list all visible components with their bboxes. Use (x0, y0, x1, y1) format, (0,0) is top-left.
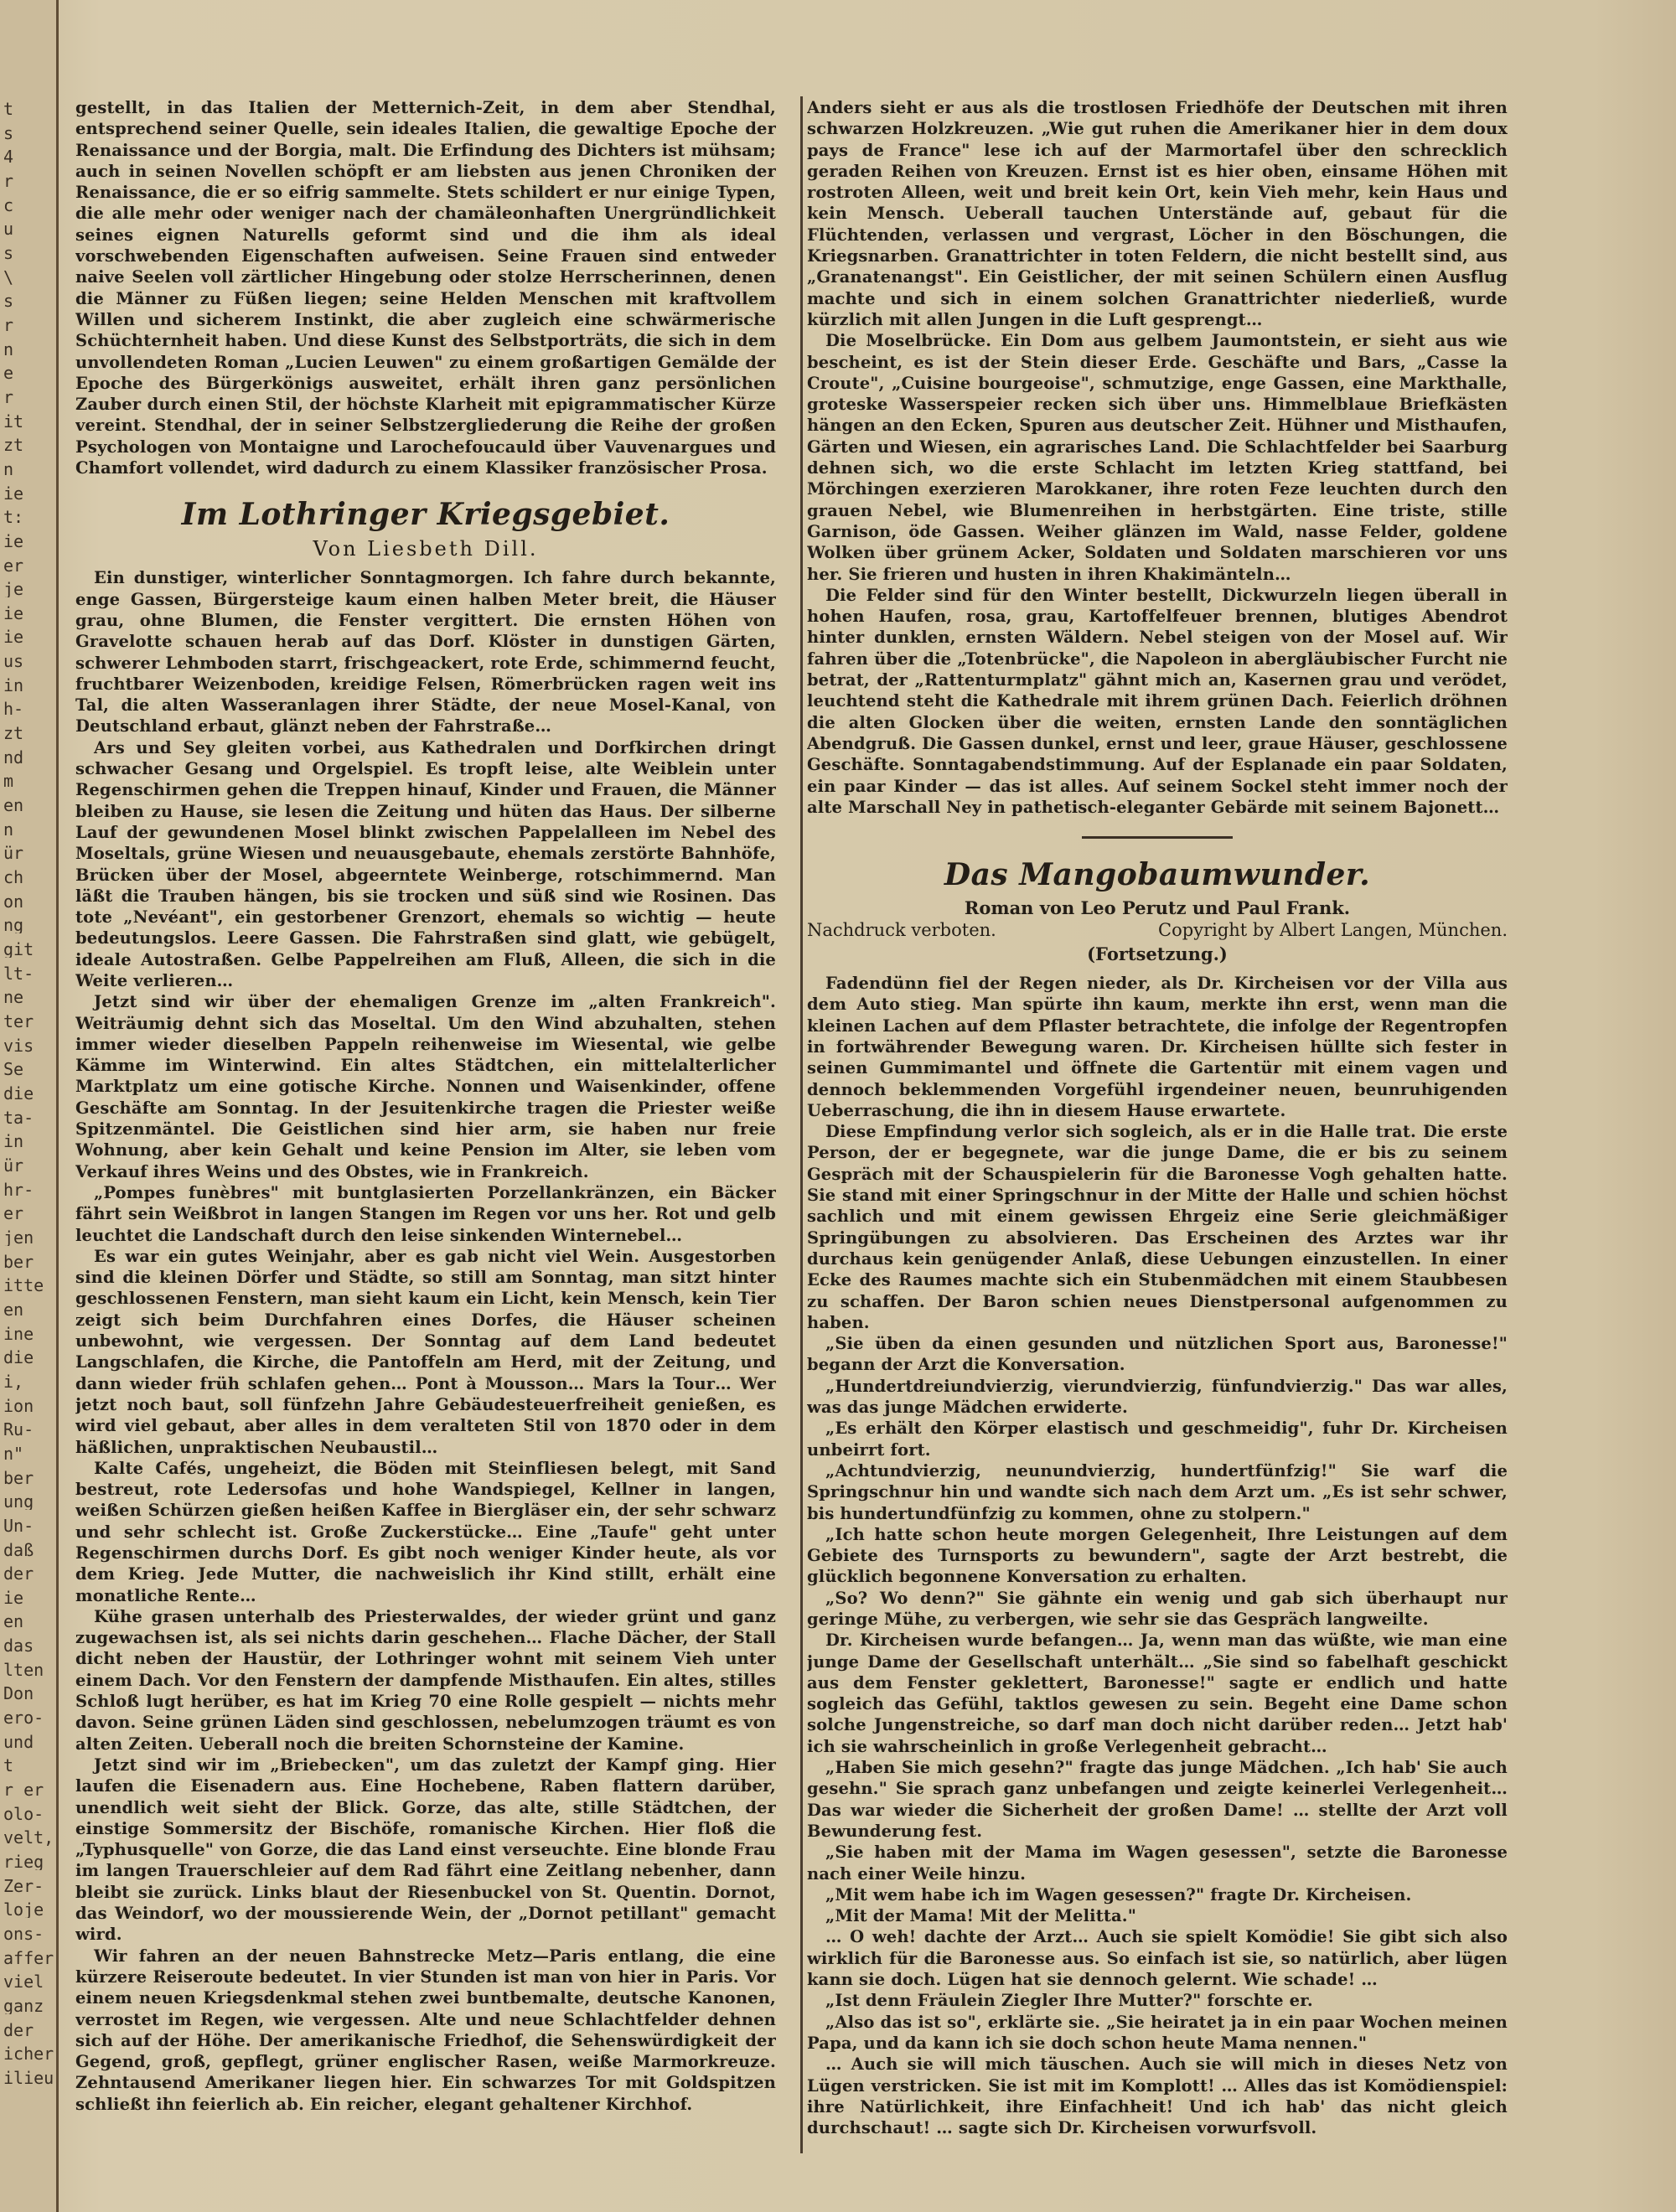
margin-fragment: r (3, 316, 14, 333)
margin-fragment: m (3, 773, 14, 790)
margin-fragment: en (3, 797, 24, 814)
margin-fragment: u (3, 220, 14, 238)
novel-paragraph: Fadendünn fiel der Regen nieder, als Dr. Kircheisen vor der Villa aus dem Auto stieg. Man spürte ihn kaum, merkte ihn erst, wenn man die kleinen Lachen auf dem Pflaster betrachtete, die infolge der Regentropfen in fortwährender Bewegung waren. Dr. Kircheisen hüllte sich fester in seinen Gummimantel und öffnete die Gartentür mit einem vagen und dennoch beklemmenden Vorgefühl irgendeiner neuen, beunruhigenden Ueberraschung, die ihn in diesem Hause erwartete. (807, 974, 1508, 1120)
margin-fragment: ine (3, 1325, 34, 1342)
margin-fragment: ie (3, 604, 24, 622)
margin-fragment: affer (3, 1949, 54, 1967)
margin-fragment: die (3, 1085, 34, 1102)
margin-fragment: ganz (3, 1998, 44, 2015)
novel-paragraph: „Sie haben mit der Mama im Wagen gesessen", setzte die Baronesse nach einer Weile hinzu. (807, 1842, 1508, 1884)
section-divider (1082, 836, 1233, 839)
novel-paragraph: „Ich hatte schon heute morgen Gelegenheit, Ihre Leistungen auf dem Gebiete des Turnsports zu bewundern", sagte der Arzt bestrebt, die glücklich begonnene Konversation zu erhalten. (807, 1524, 1508, 1587)
margin-fragment: nd (3, 748, 24, 766)
copyright-notice: Copyright by Albert Langen, München. (1158, 920, 1508, 941)
novel-paragraph: „Mit wem habe ich im Wagen gesessen?" fragte Dr. Kircheisen. (825, 1884, 1412, 1904)
right-column (807, 97, 1508, 2167)
margin-fragment: r (3, 172, 14, 189)
margin-fragment: daß (3, 1541, 34, 1558)
margin-fragment: n" (3, 1445, 24, 1462)
margin-fragment: die (3, 1349, 34, 1367)
margin-fragment: Zer- (3, 1877, 44, 1894)
margin-fragment: itte (3, 1277, 44, 1295)
margin-fragment: ion (3, 1397, 34, 1414)
margin-fragment: Ru- (3, 1421, 34, 1439)
margin-fragment: n (3, 820, 14, 838)
margin-fragment: t (3, 1757, 14, 1775)
novel-paragraph: „Also das ist so", erklärte sie. „Sie heiratet ja in ein paar Wochen meinen Papa, und da kann ich sie doch schon heute Mama nennen." (807, 2012, 1508, 2053)
column-divider (800, 96, 803, 2153)
article-paragraph: Anders sieht er aus als die trostlosen Friedhöfe der Deutschen mit ihren schwarzen Holzkreuzen. „Wie gut ruhen die Amerikaner hier in dem doux pays de France" lese ich auf der Marmortafel über den schrecklich geraden Reihen von Kreuzen. Ernst ist es hier oben, einsame Höhen mit rostroten Alleen, weit und breit kein Ort, kein Vieh mehr, kein Haus und kein Mensch. Ueberall tauchen Unterstände auf, gebaut für die Flüchtenden, verlassen und vergrast, Löcher in den Böschungen, die Kriegsnarben. Granattrichter in toten Feldern, die nicht bestellt sind, aus „Granatenangst". Ein Geistlicher, der mit seinen Schülern einen Ausflug machte und sich in einem solchen Granattrichter niederließ, wurde kürzlich mit allen Jungen in die Luft gesprengt… (807, 98, 1508, 329)
margin-fragment: ie (3, 532, 24, 550)
article-paragraph: Kühe grasen unterhalb des Priesterwaldes, der wieder grünt und ganz zugewachsen ist, als sei nichts darin geschehen… Flache Dächer, der Stall dicht neben der Haustür, der Lothringer wohnt mit seinem Vieh unter einem Dach. Vor den Fenstern der dampfende Misthaufen. Ein altes, stilles Schloß lugt herüber, es hat im Krieg 70 eine Rolle gespielt — nichts mehr davon. Seine grünen Läden sind geschlossen, nebelumzogen träumt es von alten Zeiten. Ueberall noch die breiten Schornsteine der Kamine. (75, 1606, 776, 1754)
margin-fragment: je (3, 581, 24, 598)
novel-paragraph: „Achtundvierzig, neunundvierzig, hundertfünfzig!" Sie warf die Springschnur hin und wandte sich nach dem Arzt um. „Es ist sehr schwer, bis hundertundfünfzig zu kommen, ohne zu stolpern." (807, 1460, 1508, 1523)
continuation-label: (Fortsetzung.) (1087, 943, 1228, 965)
margin-fragment: in (3, 676, 24, 694)
novel-paragraph: … Auch sie will mich täuschen. Auch sie will mich in dieses Netz von Lügen verstricken. Sie ist mit im Komplott! … Alles das ist Komödienspiel: ihre Natürlichkeit, ihre Einfachheit! Und ich hab' das nicht gleich durchschaut! … sagte sich Dr. Kircheisen vorwurfsvoll. (807, 2054, 1508, 2138)
credits-row (807, 920, 1508, 940)
margin-fragment: ie (3, 484, 24, 502)
margin-fragment: in (3, 1133, 24, 1150)
article-title: Im Lothringer Kriegsgebiet. (181, 497, 670, 533)
margin-fragment: velt, (3, 1829, 54, 1847)
stendhal-article-ending: gestellt, in das Italien der Metternich-Zeit, in dem aber Stendhal, entsprechend seiner Quelle, sein ideales Italien, die gewaltige Epoche der Renaissance und der Borgia, malt. Die Erfindung des Dichters ist mühsam; auch in seinen Novellen schöpft er am liebsten aus jenen Chroniken der Renaissance, die er so eifrig sammelte. Stets schildert er nur einige Typen, die alle mehr oder weniger nach der chamäleonhaften Unergründlichkeit seines eignen Naturells geformt sind und die ihm als ideal vorschwebenden Eigenschaften aufweisen. Seine Frauen sind entweder naive Seelen voll zärtlicher Hingebung oder stolze Herrscherinnen, denen die Männer zu Füßen liegen; seine Helden Menschen mit kraftvollem Willen und sicherem Instinkt, die aber zugleich eine schwärmerische Schüchternheit haben. Und diese Kunst des Selbstporträts, die sich in dem unvollendeten Roman „Lucien Leuwen" zu einem großartigen Gemälde der Epoche des Bürgerkönigs ausweitet, erhält ihren ganz persönlichen Zauber durch einen Stil, der höchste Klarheit mit epigrammatischer Kürze vereint. Stendhal, der in seiner Selbstzergliederung die Reihe der großen Psychologen von Montaigne und Larochefoucauld über Vauvenargues und Chamfort vollendet, wird dadurch zu einem Klassiker französischer Prosa. (75, 98, 776, 478)
margin-fragment: das (3, 1637, 34, 1655)
margin-fragment: ie (3, 628, 24, 646)
margin-fragment: ilieu (3, 2070, 54, 2086)
margin-fragment: h- (3, 700, 24, 718)
margin-fragment: ne (3, 989, 24, 1006)
margin-fragment: ür (3, 845, 24, 862)
margin-fragment: Un- (3, 1517, 34, 1534)
margin-fragment: lten (3, 1661, 44, 1678)
margin-fragment: ung (3, 1493, 34, 1511)
margin-fragment: und (3, 1733, 34, 1750)
margin-fragment: olo- (3, 1805, 44, 1822)
article-paragraph: Jetzt sind wir über der ehemaligen Grenze im „alten Frankreich". Weiträumig dehnt sich das Moseltal. Um den Wind abzuhalten, stehen immer wieder dieselben Pappeln reihenweise im Wiesental, wie gelbe Kämme im Winterwind. Ein altes Städtchen, ein mittelalterlicher Marktplatz um eine gotische Kirche. Nonnen und Waisenkinder, offene Geschäfte am Sonntag. In der Jesuitenkirche tragen die Priester weiße Spitzenmäntel. Die Geistlichen sind hier arm, sie haben nur freie Wohnung, aber kein Gehalt und keine Pension im Alter, sie leben vom Verkauf ihres Weins und des Obstes, wie in Frankreich. (75, 992, 776, 1181)
margin-fragment: jen (3, 1228, 34, 1246)
margin-fragment: ng (3, 917, 24, 934)
novel-paragraph: „Haben Sie mich gesehn?" fragte das junge Mädchen. „Ich hab' Sie auch gesehn." Sie sprach ganz unbefangen und zeigte keinerlei Verlegenheit… Das war wieder die Sicherheit der großen Dame! … stellte der Arzt voll Bewunderung fest. (807, 1758, 1508, 1841)
margin-fragment: s (3, 124, 14, 142)
margin-fragment: Don (3, 1685, 34, 1703)
novel-paragraph: „Ist denn Fräulein Ziegler Ihre Mutter?" forschte er. (825, 1991, 1313, 2011)
margin-fragment: n (3, 460, 14, 478)
margin-fragment: c (3, 196, 14, 214)
margin-fragment: s (3, 244, 14, 261)
margin-fragment: Se (3, 1061, 24, 1078)
margin-fragment: er (3, 1205, 24, 1222)
margin-fragment: ber (3, 1253, 34, 1270)
margin-fragment: ür (3, 1156, 24, 1174)
novel-title: Das Mangobaumwunder. (944, 857, 1371, 893)
margin-fragment: \ (3, 268, 14, 286)
novel-paragraph: … O weh! dachte der Arzt… Auch sie spielt Komödie! Sie gibt sich also wirklich für die Baronesse aus. So einfach ist sie, so natürlich, aber lügen kann sie doch. Lügen hat sie dennoch gelernt. Wie schade! … (807, 1927, 1508, 1990)
margin-fragment: t (3, 101, 14, 117)
margin-fragment: icher (3, 2045, 54, 2063)
novel-paragraph: „Mit der Mama! Mit der Melitta." (825, 1906, 1137, 1926)
margin-fragment: hr- (3, 1181, 34, 1198)
margin-fragment: e (3, 364, 14, 382)
novel-paragraph: „Es erhält den Körper elastisch und geschmeidig", fuhr Dr. Kircheisen unbeirrt fort. (807, 1419, 1508, 1460)
margin-fragment: ch (3, 869, 24, 886)
article-paragraph: Die Moselbrücke. Ein Dom aus gelbem Jaumontstein, er sieht aus wie bescheint, es ist der Stein dieser Erde. Geschäfte und Bars, „Casse la Croute", „Cuisine bourgeoise", schmutzige, enge Gassen, eine Markthalle, groteske Wasserspeier recken sich über uns. Himmelblaue Briefkästen hängen an den Ecken, Spuren aus deutscher Zeit. Hühner und Misthaufen, Gärten und Wiesen, ein agrarisches Land. Die Schlachtfelder bei Saarburg dehnen sich, wo die erste Schlacht im letzten Krieg stattfand, bei Mörchingen exerzieren Marokkaner, ihre roten Feze leuchten durch den grauen Nebel, wie Blumenreihen in herbstgärten. Eine triste, stille Garnison, öde Gassen. Weiher glänzen im Wald, nasse Felder, goldene Wolken über grünem Acker, Soldaten und Soldaten marschieren vor uns her. Sie frieren und husten in ihren Khakimänteln… (807, 331, 1508, 584)
article-author: Von Liesbeth Dill. (313, 537, 539, 561)
margin-fragment: on (3, 892, 24, 910)
novel-paragraph: „Hundertdreiundvierzig, vierundvierzig, fünfundvierzig." Das war alles, was das junge Mädchen erwiderte. (807, 1376, 1508, 1418)
margin-fragment: t: (3, 509, 24, 526)
margin-fragment: er (3, 556, 24, 574)
margin-fragment: r er (3, 1781, 44, 1799)
novel-byline: Roman von Leo Perutz und Paul Frank. (964, 897, 1351, 919)
novel-paragraph: Diese Empfindung verlor sich sogleich, als er in die Halle trat. Die erste Person, der er begegnete, war die junge Dame, die er bis zu seinem Gespräch mit der Schauspielerin für die Baronesse Vogh gehalten hatte. Sie stand mit einer Springschnur in der Mitte der Halle und schien höchst sachlich und mit einem gewissen Ehrgeiz eine Serie gleichmäßiger Springübungen zu absolvieren. Das Erscheinen des Arztes war ihr durchaus kein genügender Anlaß, diese Uebungen einzustellen. In einer Ecke des Raumes machte sich ein Stubenmädchen mit einem Staubbesen zu schaffen. Der Baron schien neues Dienstpersonal aufgenommen zu haben. (807, 1122, 1508, 1332)
margin-fragment: der (3, 2021, 34, 2039)
novel-paragraph: „Sie üben da einen gesunden und nützlichen Sport aus, Baronesse!" begann der Arzt die Konversation. (807, 1334, 1508, 1375)
margin-fragment: i, (3, 1372, 24, 1390)
article-paragraph: Es war ein gutes Weinjahr, aber es gab nicht viel Wein. Ausgestorben sind die kleinen Dörfer und Städte, so still am Sonntag, man sitzt hinter geschlossenen Fenstern, man sieht kaum ein Licht, kein Mensch, kein Tier zeigt sich beim Durchfahren eines Dorfes, die Häuser scheinen unbewohnt, wie vergessen. Der Sonntag auf dem Land bedeutet Langschlafen, die Kirche, die Pantoffeln am Herd, mit der Zeitung, und dann wieder früh schlafen gehen… Pont à Mousson… Mars la Tour… Wer jetzt noch baut, soll fünfzehn Jahre Gebäudesteuerfreiheit genießen, es wird viel gebaut, aber alles in dem veralteten Stil von 1870 oder in dem häßlichen, unpraktischen Neubaustil… (75, 1246, 776, 1457)
margin-fragment: en (3, 1613, 24, 1631)
margin-fragment: lt- (3, 964, 34, 982)
margin-fragment: vis (3, 1036, 34, 1054)
article-paragraph: Wir fahren an der neuen Bahnstrecke Metz—Paris entlang, die eine kürzere Reiseroute bedeutet. In vier Stunden ist man von hier in Paris. Vor einem neuen Kriegsdenkmal stehen zwei buntbemalte, deutsche Kanonen, verrostet im Regen, wie vergessen. Alte und neue Schlachtfelder dehnen sich auf der Höhe. Der amerikanische Friedhof, die Sehenswürdigkeit der Gegend, groß, gepflegt, grüner englischer Rasen, weiße Marmorkreuze. Zehntausend Amerikaner liegen hier. Ein schwarzes Tor mit Goldspitzen schließt ihn feierlich ab. Ein reicher, elegant gehaltener Kirchhof. (75, 1946, 776, 2114)
article-paragraph: „Pompes funèbres" mit buntglasierten Porzellankränzen, ein Bäcker fährt sein Weißbrot in langen Stangen im Regen vor uns her. Rot und gelb leuchtet die Landschaft durch den leise sinkenden Winternebel… (75, 1182, 776, 1245)
novel-paragraph: „So? Wo denn?" Sie gähnte ein wenig und gab sich überhaupt nur geringe Mühe, zu verbergen, wie sehr sie das Gespräch langweilte. (807, 1588, 1508, 1629)
margin-fragment: rieg (3, 1853, 44, 1871)
margin-fragment: viel (3, 1973, 44, 1991)
margin-fragment: us (3, 653, 24, 670)
adjacent-page-margin (0, 0, 59, 2212)
margin-fragment: 4 (3, 148, 14, 166)
margin-fragment: r (3, 388, 14, 406)
margin-fragment: git (3, 941, 34, 959)
margin-fragment: ie (3, 1589, 24, 1606)
margin-fragment: ter (3, 1013, 34, 1031)
article-paragraph: Ars und Sey gleiten vorbei, aus Kathedralen und Dorfkirchen dringt schwacher Gesang und Orgelspiel. Es tropft leise, alte Weiblein unter Regenschirmen gehen die Treppen hinauf, Kinder und Frauen, die Männer bleiben zu Hause, sie lesen die Zeitung und hüten das Haus. Der silberne Lauf der gewundenen Mosel blinkt zwischen Pappelalleen im Nebel des Moseltals, grüne Wiesen und neuausgebaute, ehemals zerstörte Bahnhöfe, Brücken über der Mosel, abgeerntete Weinberge, rotschimmernd. Man läßt die Trauben hängen, bis sie trocken und süß sind wie Rosinen. Das tote „Nevéant", ein gestorbener Grenzort, ehemals so wichtig — heute bedeutungslos. Leere Gassen. Die Fahrstraßen sind glatt, wie gebügelt, ideale Autostraßen. Gelbe Pappelreihen am Fluß, Alleen, die sich in die Weite verlieren… (75, 737, 776, 990)
margin-fragment: s (3, 292, 14, 310)
margin-fragment: ero- (3, 1709, 44, 1727)
left-column (75, 97, 776, 2167)
margin-fragment: loje (3, 1901, 44, 1919)
margin-fragment: ta- (3, 1109, 34, 1126)
article-paragraph: Kalte Cafés, ungeheizt, die Böden mit Steinfliesen belegt, mit Sand bestreut, rote Ledersofas und hohe Wandspiegel, Kellner in langen, weißen Schürzen gießen heißen Kaffee in Biergläser ein, der sehr schwarz und sehr schlecht ist. Große Zuckerstücke… Eine „Taufe" geht unter Regenschirmen durchs Dorf. Es gibt noch weniger Kinder heute, als vor dem Krieg. Jede Mutter, die nachweislich ihr Kind stillt, erhält eine monatliche Rente… (75, 1458, 776, 1605)
margin-fragment: zt (3, 725, 24, 742)
margin-fragment: zt (3, 437, 24, 454)
margin-fragment: ber (3, 1469, 34, 1486)
article-paragraph: Die Felder sind für den Winter bestellt, Dickwurzeln liegen überall in hohen Haufen, rosa, grau, Kartoffelfeuer brennen, blutiges Abendrot hinter dunklen, ernsten Wäldern. Nebel steigen von der Mosel auf. Wir fahren über die „Totenbrücke", die Napoleon in abergläubischer Furcht nie betrat, der „Rattenturmplatz" gähnt mich an, Kasernen grau und verödet, leuchtend steht die Kathedrale mit ihrem grünen Dach. Feierlich dröhnen die alten Glocken über die weiten, ernsten Lande den sonntäglichen Abendgruß. Die Gassen dunkel, ernst und leer, graue Häuser, geschlossene Geschäfte. Sonntagabendstimmung. Auf der Esplanade ein paar Soldaten, ein paar Kinder — das ist alles. Auf seinem Sockel steht immer noch der alte Marschall Ney in pathetisch-eleganter Gebärde mit seinem Bajonett… (807, 585, 1508, 817)
article-paragraph: Jetzt sind wir im „Briebecken", um das zuletzt der Kampf ging. Hier laufen die Eisenadern aus. Eine Hochebene, Raben flattern darüber, unendlich weit sieht der Blick. Gorze, das alte, stille Städtchen, der einstige Sommersitz der Bischöfe, romanische Kirchen. Hier floß die „Typhusquelle" von Gorze, die das Land einst verseuchte. Eine blonde Frau im langen Trauerschleier auf dem Rad fährt eine Zeitlang nebenher, dann bleibt sie zurück. Links blaut der Riesenbuckel von St. Quentin. Dornot, das Weindorf, wo der moussierende Wein, der „Dornot petillant" gemacht wird. (75, 1755, 776, 1945)
reprint-notice: Nachdruck verboten. (807, 920, 996, 941)
margin-fragment: ons- (3, 1925, 44, 1943)
margin-fragment: n (3, 340, 14, 358)
margin-fragment: en (3, 1300, 24, 1318)
article-paragraph: Ein dunstiger, winterlicher Sonntagmorgen. Ich fahre durch bekannte, enge Gassen, Bürgersteige kaum einen halben Meter breit, die Häuser grau, ohne Blumen, die Fenster vergittert. Die ernsten Höhen von Gravelotte schauen herab auf das Dorf. Klöster in dunstigen Gärten, schwerer Lehmboden starrt, frischgeackert, rote Erde, schimmernd feucht, fruchtbarer Weizenboden, kreidige Felsen, Römerbrücken ragen weit ins Tal, die alten Wasseranlagen ihrer Städte, der neue Mosel-Kanal, von Deutschland erbaut, glänzt neben der Fahrstraße… (75, 568, 776, 736)
novel-paragraph: Dr. Kircheisen wurde befangen… Ja, wenn man das wüßte, wie man eine junge Dame der Gesellschaft unterhält… „Sie sind so fabelhaft geschickt aus dem Fenster geklettert, Baronesse!" sagte er endlich und hatte sogleich das Gefühl, taktlos gewesen zu sein. Begeht eine Dame schon solche Jungenstreiche, so darf man doch nicht darüber reden… Jetzt hab' ich sie wahrscheinlich in große Verlegenheit gebracht… (807, 1631, 1508, 1756)
margin-fragment: it (3, 412, 24, 430)
margin-fragment: der (3, 1565, 34, 1583)
